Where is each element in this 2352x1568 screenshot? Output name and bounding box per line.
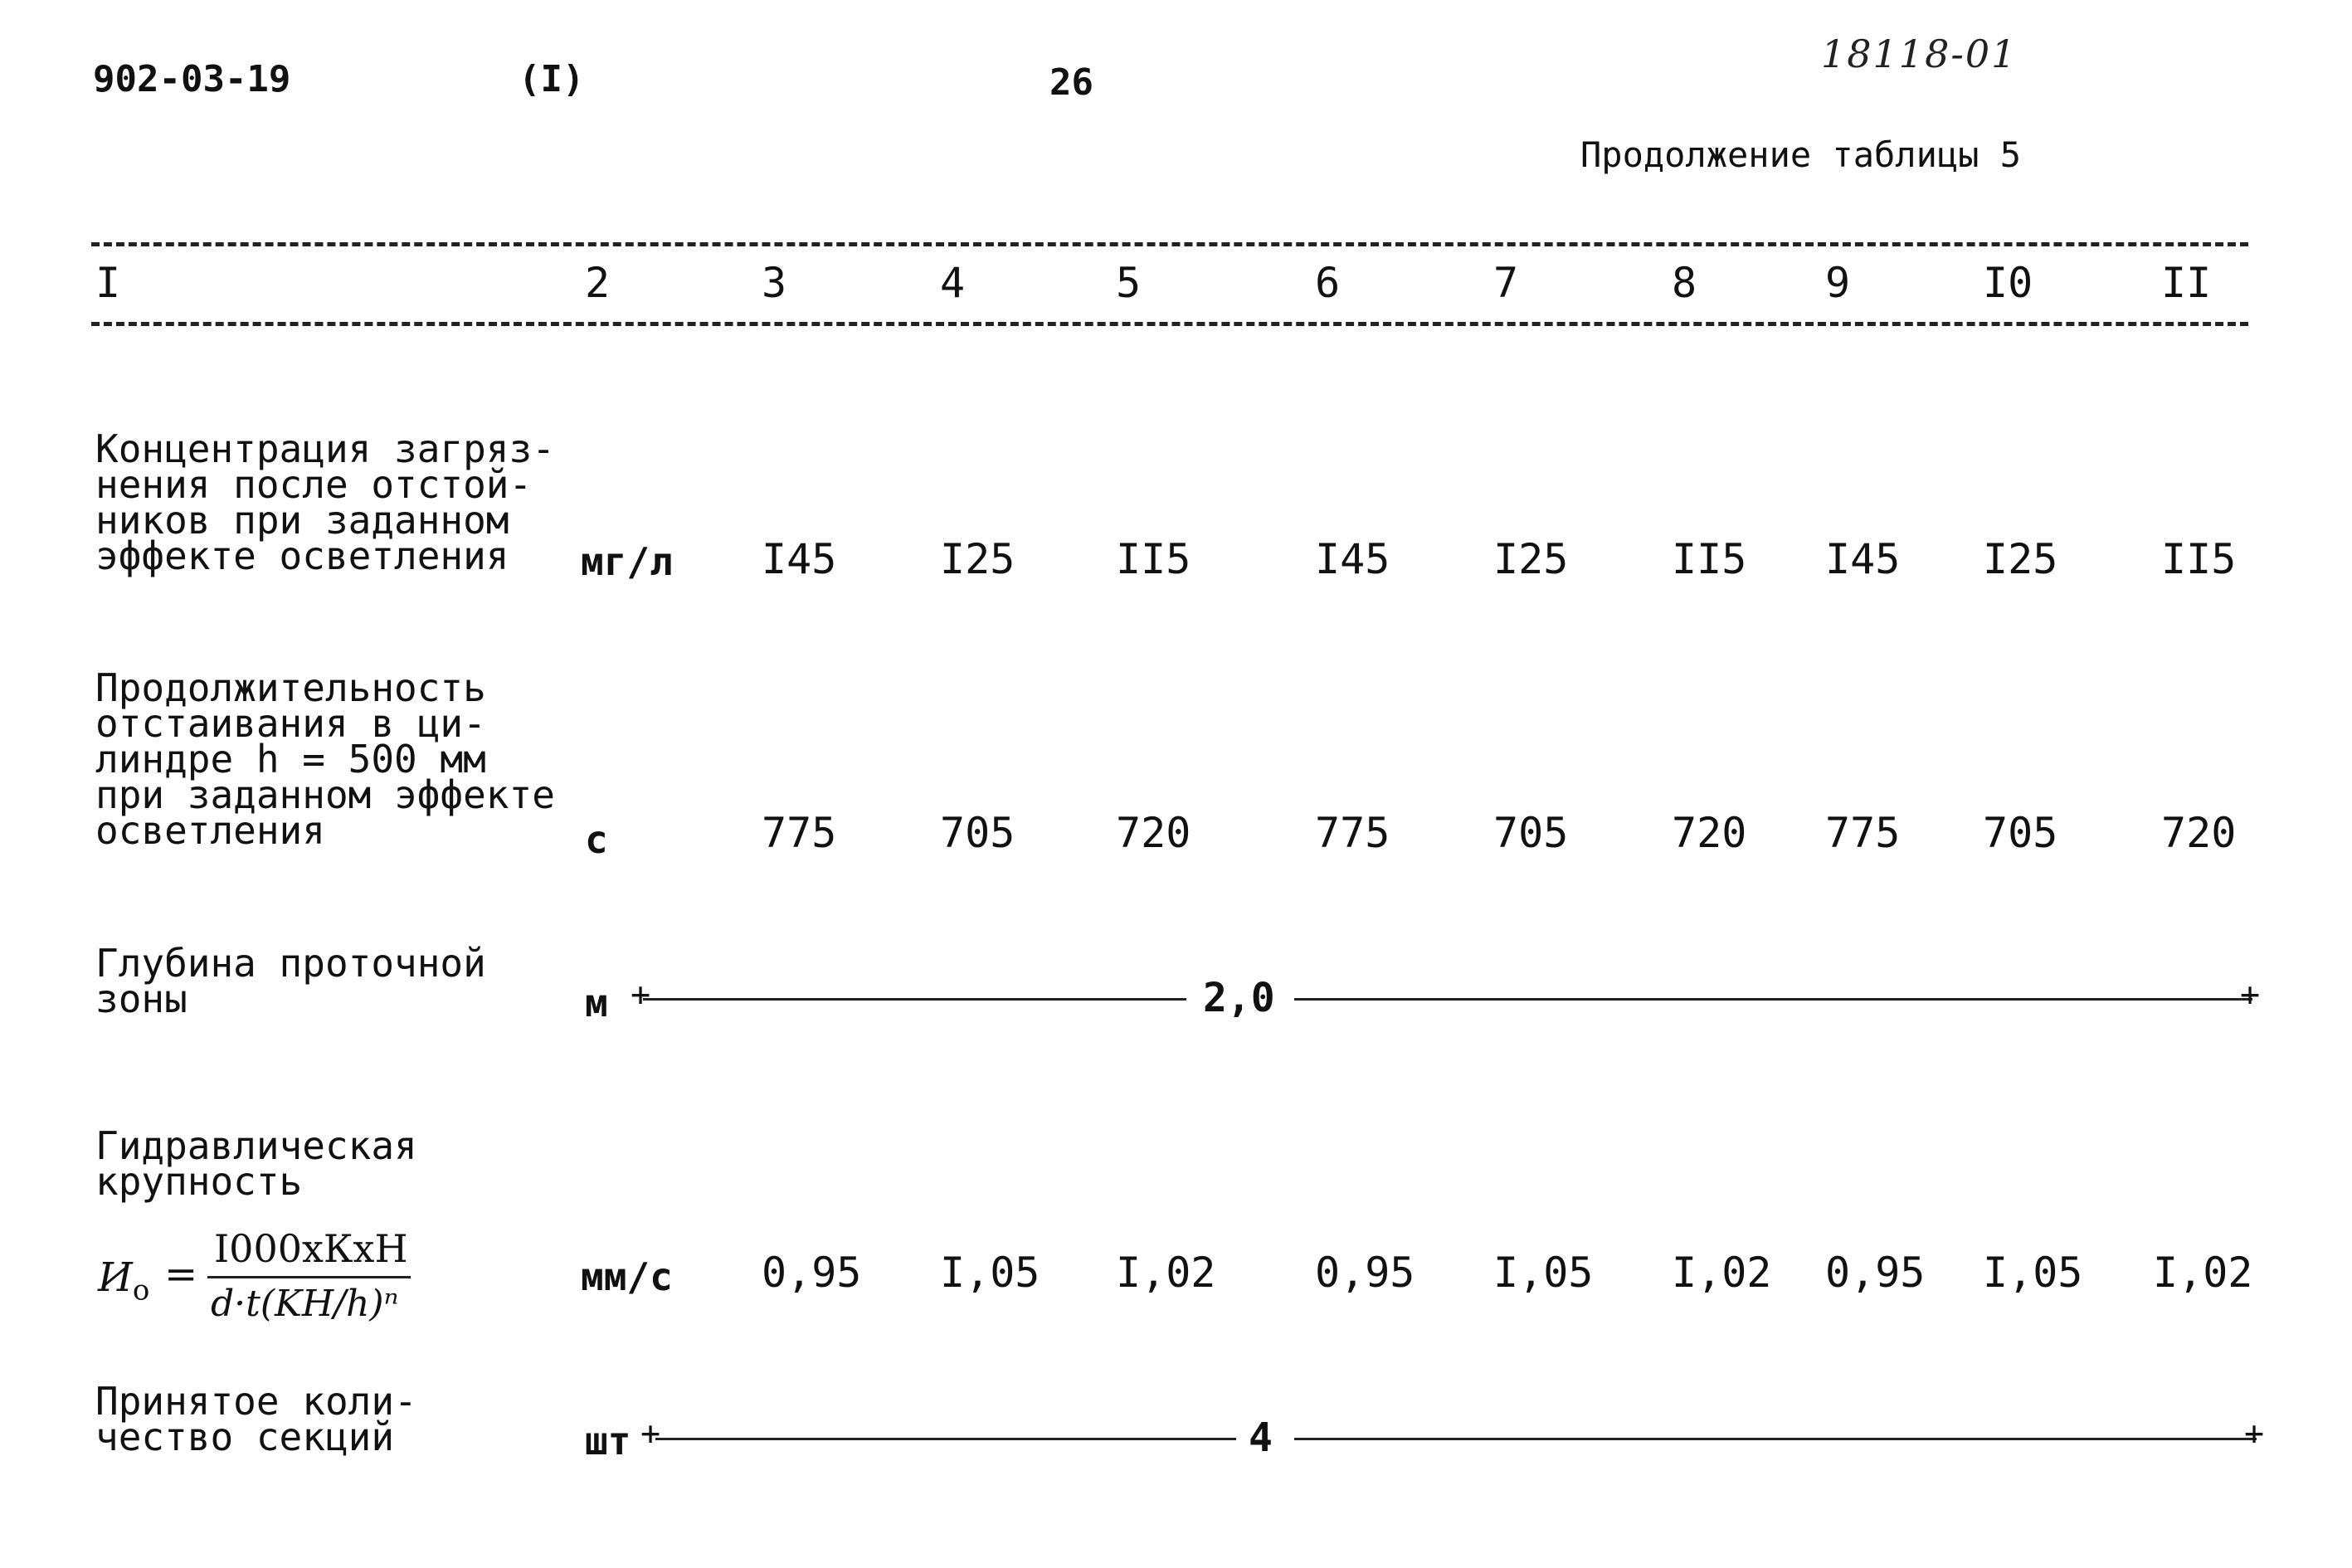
span-start-tick-2: + xyxy=(640,1415,661,1453)
column-number-7: 7 xyxy=(1493,259,1519,307)
row-unit-section-count: шт xyxy=(585,1419,631,1463)
span-end-tick-2: + xyxy=(2244,1415,2265,1453)
cell-settling-col10: 705 xyxy=(1983,809,2058,857)
cell-hydraulic-col6: 0,95 xyxy=(1315,1249,1415,1297)
cell-hydraulic-col7: I,05 xyxy=(1493,1249,1594,1297)
cell-concentration-col9: I45 xyxy=(1825,535,1901,583)
cell-hydraulic-col3: 0,95 xyxy=(762,1249,862,1297)
formula-denominator: d·t(KH/h)ⁿ xyxy=(211,1283,399,1325)
cell-concentration-col4: I25 xyxy=(940,535,1015,583)
cell-settling-col8: 720 xyxy=(1672,809,1747,857)
cell-hydraulic-col4: I,05 xyxy=(940,1249,1040,1297)
row-unit-hydraulic-size: мм/с xyxy=(581,1254,673,1299)
cell-settling-col7: 705 xyxy=(1493,809,1569,857)
cell-concentration-col6: I45 xyxy=(1315,535,1390,583)
row-label-settling-duration: Продолжительность отстаивания в ци- линдре h = 500 мм при заданном эффекте осветления xyxy=(95,665,555,853)
span-line-left xyxy=(643,998,1186,1001)
cell-concentration-col8: II5 xyxy=(1672,535,1747,583)
column-number-4: 4 xyxy=(940,259,966,307)
header-top-dashed-rule xyxy=(91,242,2248,246)
column-number-9: 9 xyxy=(1825,259,1851,307)
cell-concentration-col11: II5 xyxy=(2161,535,2237,583)
formula-fraction-bar xyxy=(207,1276,411,1278)
row-label-concentration: Концентрация загряз- нения после отстой- ников при заданном эффекте осветления xyxy=(95,426,555,578)
cell-settling-col6: 775 xyxy=(1315,809,1390,857)
header-bottom-dashed-rule xyxy=(91,322,2248,326)
column-number-6: 6 xyxy=(1315,259,1341,307)
span-line-right-2 xyxy=(1294,1438,2257,1440)
span-line-left-2 xyxy=(655,1438,1236,1440)
column-number-3: 3 xyxy=(762,259,787,307)
cell-settling-col9: 775 xyxy=(1825,809,1901,857)
cell-hydraulic-col10: I,05 xyxy=(1983,1249,2083,1297)
cell-settling-col5: 720 xyxy=(1116,809,1191,857)
table-continuation-caption: Продолжение таблицы 5 xyxy=(1580,134,2022,175)
cell-hydraulic-col11: I,02 xyxy=(2153,1249,2253,1297)
formula-equals: = xyxy=(164,1251,198,1298)
row-label-flow-zone-depth: Глубина проточной зоны xyxy=(95,941,486,1021)
cell-hydraulic-col9: 0,95 xyxy=(1825,1249,1926,1297)
document-code: 902-03-19 xyxy=(93,58,291,100)
cell-settling-col4: 705 xyxy=(940,809,1015,857)
volume-number: (I) xyxy=(519,58,585,100)
span-line-right xyxy=(1294,998,2252,1001)
column-number-10: I0 xyxy=(1983,259,2033,307)
formula-numerator: I000хКхН xyxy=(214,1226,408,1271)
cell-settling-col3: 775 xyxy=(762,809,837,857)
cell-hydraulic-col5: I,02 xyxy=(1116,1249,1216,1297)
row-unit-settling-duration: с xyxy=(585,817,608,862)
row-label-section-count: Принятое коли- чество секций xyxy=(95,1379,417,1459)
column-number-5: 5 xyxy=(1116,259,1142,307)
page-number: 26 xyxy=(1049,61,1093,104)
column-number-11: II xyxy=(2161,259,2212,307)
formula-lhs: $И_о$ xyxy=(98,1254,150,1307)
row-unit-concentration: мг/л xyxy=(581,539,673,584)
row-label-hydraulic-size: Гидравлическая крупность xyxy=(95,1123,417,1204)
handwritten-inventory-number: 18118-01 xyxy=(1821,32,2018,76)
column-number-1: I xyxy=(95,259,121,307)
span-value-section-count: 4 xyxy=(1249,1415,1273,1461)
cell-settling-col11: 720 xyxy=(2161,809,2237,857)
cell-concentration-col3: I45 xyxy=(762,535,837,583)
span-end-tick: + xyxy=(2240,976,2261,1014)
span-value-flow-zone-depth: 2,0 xyxy=(1203,975,1275,1021)
span-start-tick: + xyxy=(631,976,651,1014)
column-number-8: 8 xyxy=(1672,259,1697,307)
cell-concentration-col10: I25 xyxy=(1983,535,2058,583)
column-number-2: 2 xyxy=(585,259,611,307)
cell-hydraulic-col8: I,02 xyxy=(1672,1249,1772,1297)
row-unit-flow-zone-depth: м xyxy=(585,981,608,1025)
cell-concentration-col7: I25 xyxy=(1493,535,1569,583)
cell-concentration-col5: II5 xyxy=(1116,535,1191,583)
